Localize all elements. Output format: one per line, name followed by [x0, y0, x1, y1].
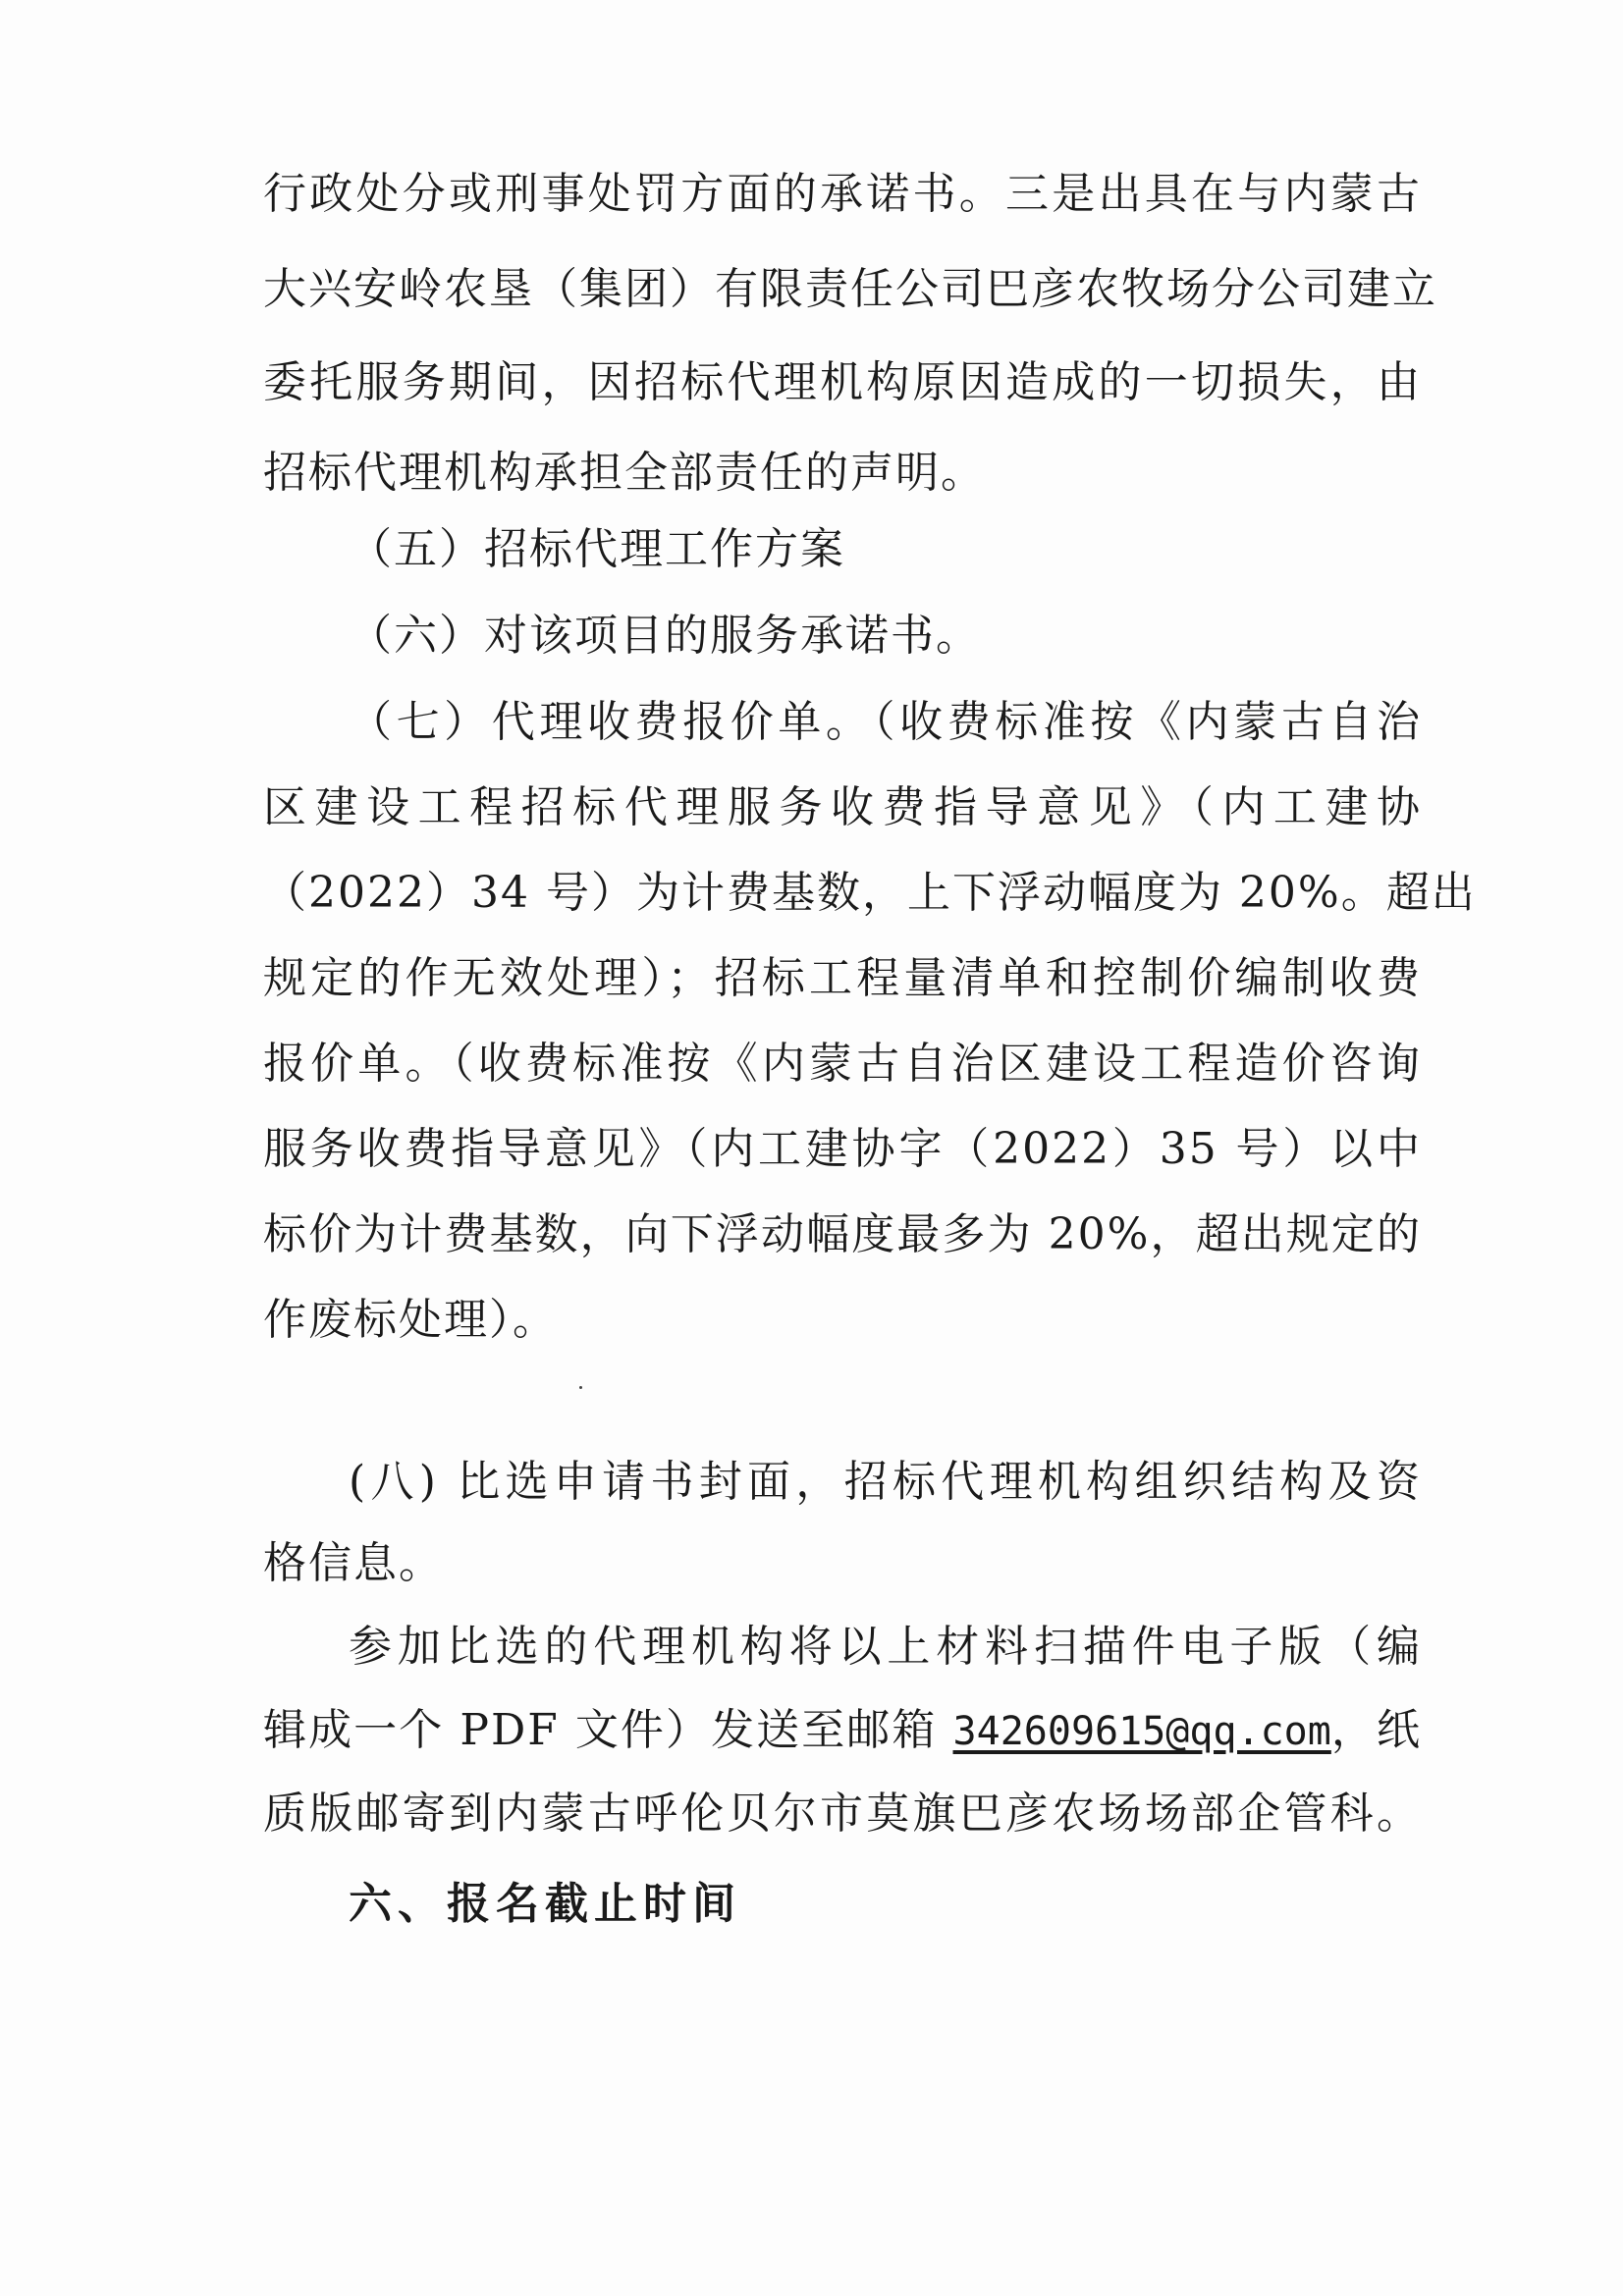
paragraph-line: 区建设工程招标代理服务收费指导意见》（内工建协 [263, 782, 1422, 832]
paragraph-line: 规定的作无效处理）；招标工程量清单和控制价编制收费 [263, 953, 1422, 1003]
email-line-prefix: 辑成一个 PDF 文件）发送至邮箱 [263, 1705, 953, 1755]
paragraph-line: 作废标处理）。 [263, 1295, 558, 1345]
paragraph-line: 格信息。 [263, 1538, 444, 1588]
section-heading: 六、报名截止时间 [349, 1879, 741, 1929]
list-item-5: （五）招标代理工作方案 [349, 524, 845, 574]
paragraph-line: 质版邮寄到内蒙古呼伦贝尔市莫旗巴彦农场场部企管科。 [263, 1789, 1422, 1839]
email-link[interactable]: 342609615@qq.com [952, 1709, 1331, 1754]
paragraph-line: 服务收费指导意见》（内工建协字（2022）35 号）以中 [263, 1124, 1422, 1174]
paragraph-line: 招标代理机构承担全部责任的声明。 [263, 448, 986, 498]
email-paragraph-line [263, 1701, 1422, 1760]
list-item-6: （六）对该项目的服务承诺书。 [349, 611, 981, 661]
scan-speck [579, 1386, 582, 1389]
email-line-suffix: ，纸 [1330, 1705, 1422, 1755]
paragraph-line: 标价为计费基数，向下浮动幅度最多为 20%，超出规定的 [263, 1209, 1422, 1259]
paragraph-line: 委托服务期间，因招标代理机构原因造成的一切损失，由 [263, 357, 1422, 407]
list-item-8: (八) 比选申请书封面，招标代理机构组织结构及资 [349, 1457, 1422, 1507]
paragraph-line: （2022）34 号）为计费基数，上下浮动幅度为 20%。超出 [263, 868, 1477, 918]
paragraph-line: 参加比选的代理机构将以上材料扫描件电子版（编 [349, 1622, 1422, 1672]
list-item-7: （七）代理收费报价单。（收费标准按《内蒙古自治 [349, 697, 1422, 747]
paragraph-line: 行政处分或刑事处罚方面的承诺书。三是出具在与内蒙古 [263, 169, 1422, 219]
paragraph-line: 大兴安岭农垦（集团）有限责任公司巴彦农牧场分公司建立 [263, 264, 1437, 314]
paragraph-line: 报价单。（收费标准按《内蒙古自治区建设工程造价咨询 [263, 1039, 1422, 1089]
